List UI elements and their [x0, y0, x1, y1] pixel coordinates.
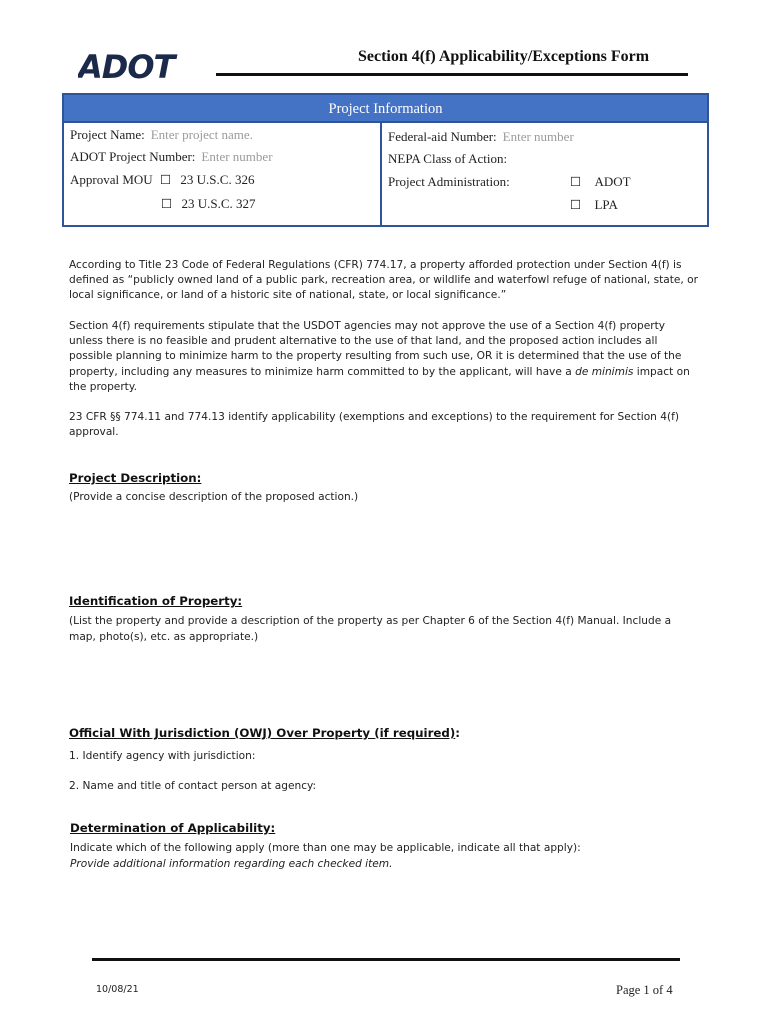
project-name-label: Project Name: [70, 127, 145, 142]
mou-326-label: 23 U.S.C. 326 [180, 172, 255, 187]
title-divider [216, 73, 688, 76]
administration-label: Project Administration: [388, 174, 510, 189]
federal-aid-row [388, 129, 574, 145]
admin-adot-row [570, 174, 631, 190]
project-name-field[interactable]: Enter project name. [150, 127, 253, 142]
admin-adot-checkbox[interactable]: ☐ [570, 174, 582, 189]
requirements-text-end: impact on the property. [69, 365, 690, 393]
approval-mou-label: Approval MOU [70, 172, 153, 187]
page-number: Page 1 of 4 [616, 983, 673, 997]
identification-heading: Identification of Property: [69, 594, 243, 608]
owj-item-contact: 2. Name and title of contact person at agency: [69, 780, 317, 792]
requirements-text: Section 4(f) requirements stipulate that the USDOT agencies may not approve the use of a Section 4(f) property unless there is no feasible and prudent alternative to the use of that land, and the proposed action includes all possible planning to minimize harm to the property resulting from such use, OR it is determined that the use of the property, including any measures to minimize harm committed to by the applicant, will have a [69, 320, 682, 378]
nepa-label: NEPA Class of Action: [388, 151, 508, 166]
approval-mou-row-2 [161, 196, 256, 212]
form-title: Section 4(f) Applicability/Exceptions Form [358, 48, 650, 65]
approval-mou-row [70, 172, 254, 188]
nepa-row [388, 151, 507, 167]
admin-adot-label: ADOT [594, 174, 631, 189]
project-information-body [64, 123, 707, 225]
de-minimis-text: de minimis [575, 365, 634, 378]
mou-327-label: 23 U.S.C. 327 [181, 196, 256, 211]
owj-heading-text: Official With Jurisdiction (OWJ) Over Property (if required) [69, 726, 456, 740]
federal-aid-field[interactable]: Enter number [502, 129, 574, 144]
adot-number-label: ADOT Project Number: [70, 149, 196, 164]
admin-lpa-checkbox[interactable]: ☐ [570, 197, 582, 212]
administration-row [388, 174, 510, 190]
adot-logo-text: ADOT [78, 50, 175, 82]
project-information-box [62, 93, 709, 227]
footer-date: 10/08/21 [96, 984, 139, 995]
owj-heading [69, 726, 460, 740]
requirements-paragraph [69, 319, 695, 395]
project-description-instructions: (Provide a concise description of the proposed action.) [69, 491, 359, 503]
owj-item-agency: 1. Identify agency with jurisdiction: [69, 750, 256, 762]
owj-heading-colon: : [455, 726, 460, 740]
mou-327-checkbox[interactable]: ☐ [161, 196, 173, 211]
mou-326-checkbox[interactable]: ☐ [159, 172, 172, 187]
adot-logo [78, 50, 218, 82]
determination-instructions: Indicate which of the following apply (more than one may be applicable, indicate all that apply): [70, 842, 581, 854]
column-divider [380, 123, 382, 225]
federal-aid-label: Federal-aid Number: [388, 129, 497, 144]
determination-note: Provide additional information regarding each checked item. [70, 858, 393, 870]
adot-number-field[interactable]: Enter number [201, 149, 273, 164]
footer-divider [92, 958, 680, 961]
project-name-row [70, 127, 253, 143]
determination-heading: Determination of Applicability: [70, 821, 276, 835]
admin-lpa-label: LPA [594, 197, 618, 212]
adot-number-row [70, 149, 273, 165]
admin-lpa-row [570, 197, 618, 213]
project-description-heading: Project Description: [69, 471, 202, 485]
applicability-paragraph: 23 CFR §§ 774.11 and 774.13 identify applicability (exemptions and exceptions) to the requirement for Section 4(f) approval. [69, 411, 679, 439]
project-information-header: Project Information [64, 95, 707, 123]
definition-paragraph: According to Title 23 Code of Federal Regulations (CFR) 774.17, a property afforded protection under Section 4(f) is defined as “publicly owned land of a public park, recreation area, or wildlife and waterfowl refuge of national, state, or local significance, or land of a historic site of national, state, or local significance.” [69, 259, 699, 302]
identification-instructions: (List the property and provide a description of the property as per Chapter 6 of the Section 4(f) Manual. Include a map, photo(s), etc. as appropriate.) [69, 615, 672, 643]
